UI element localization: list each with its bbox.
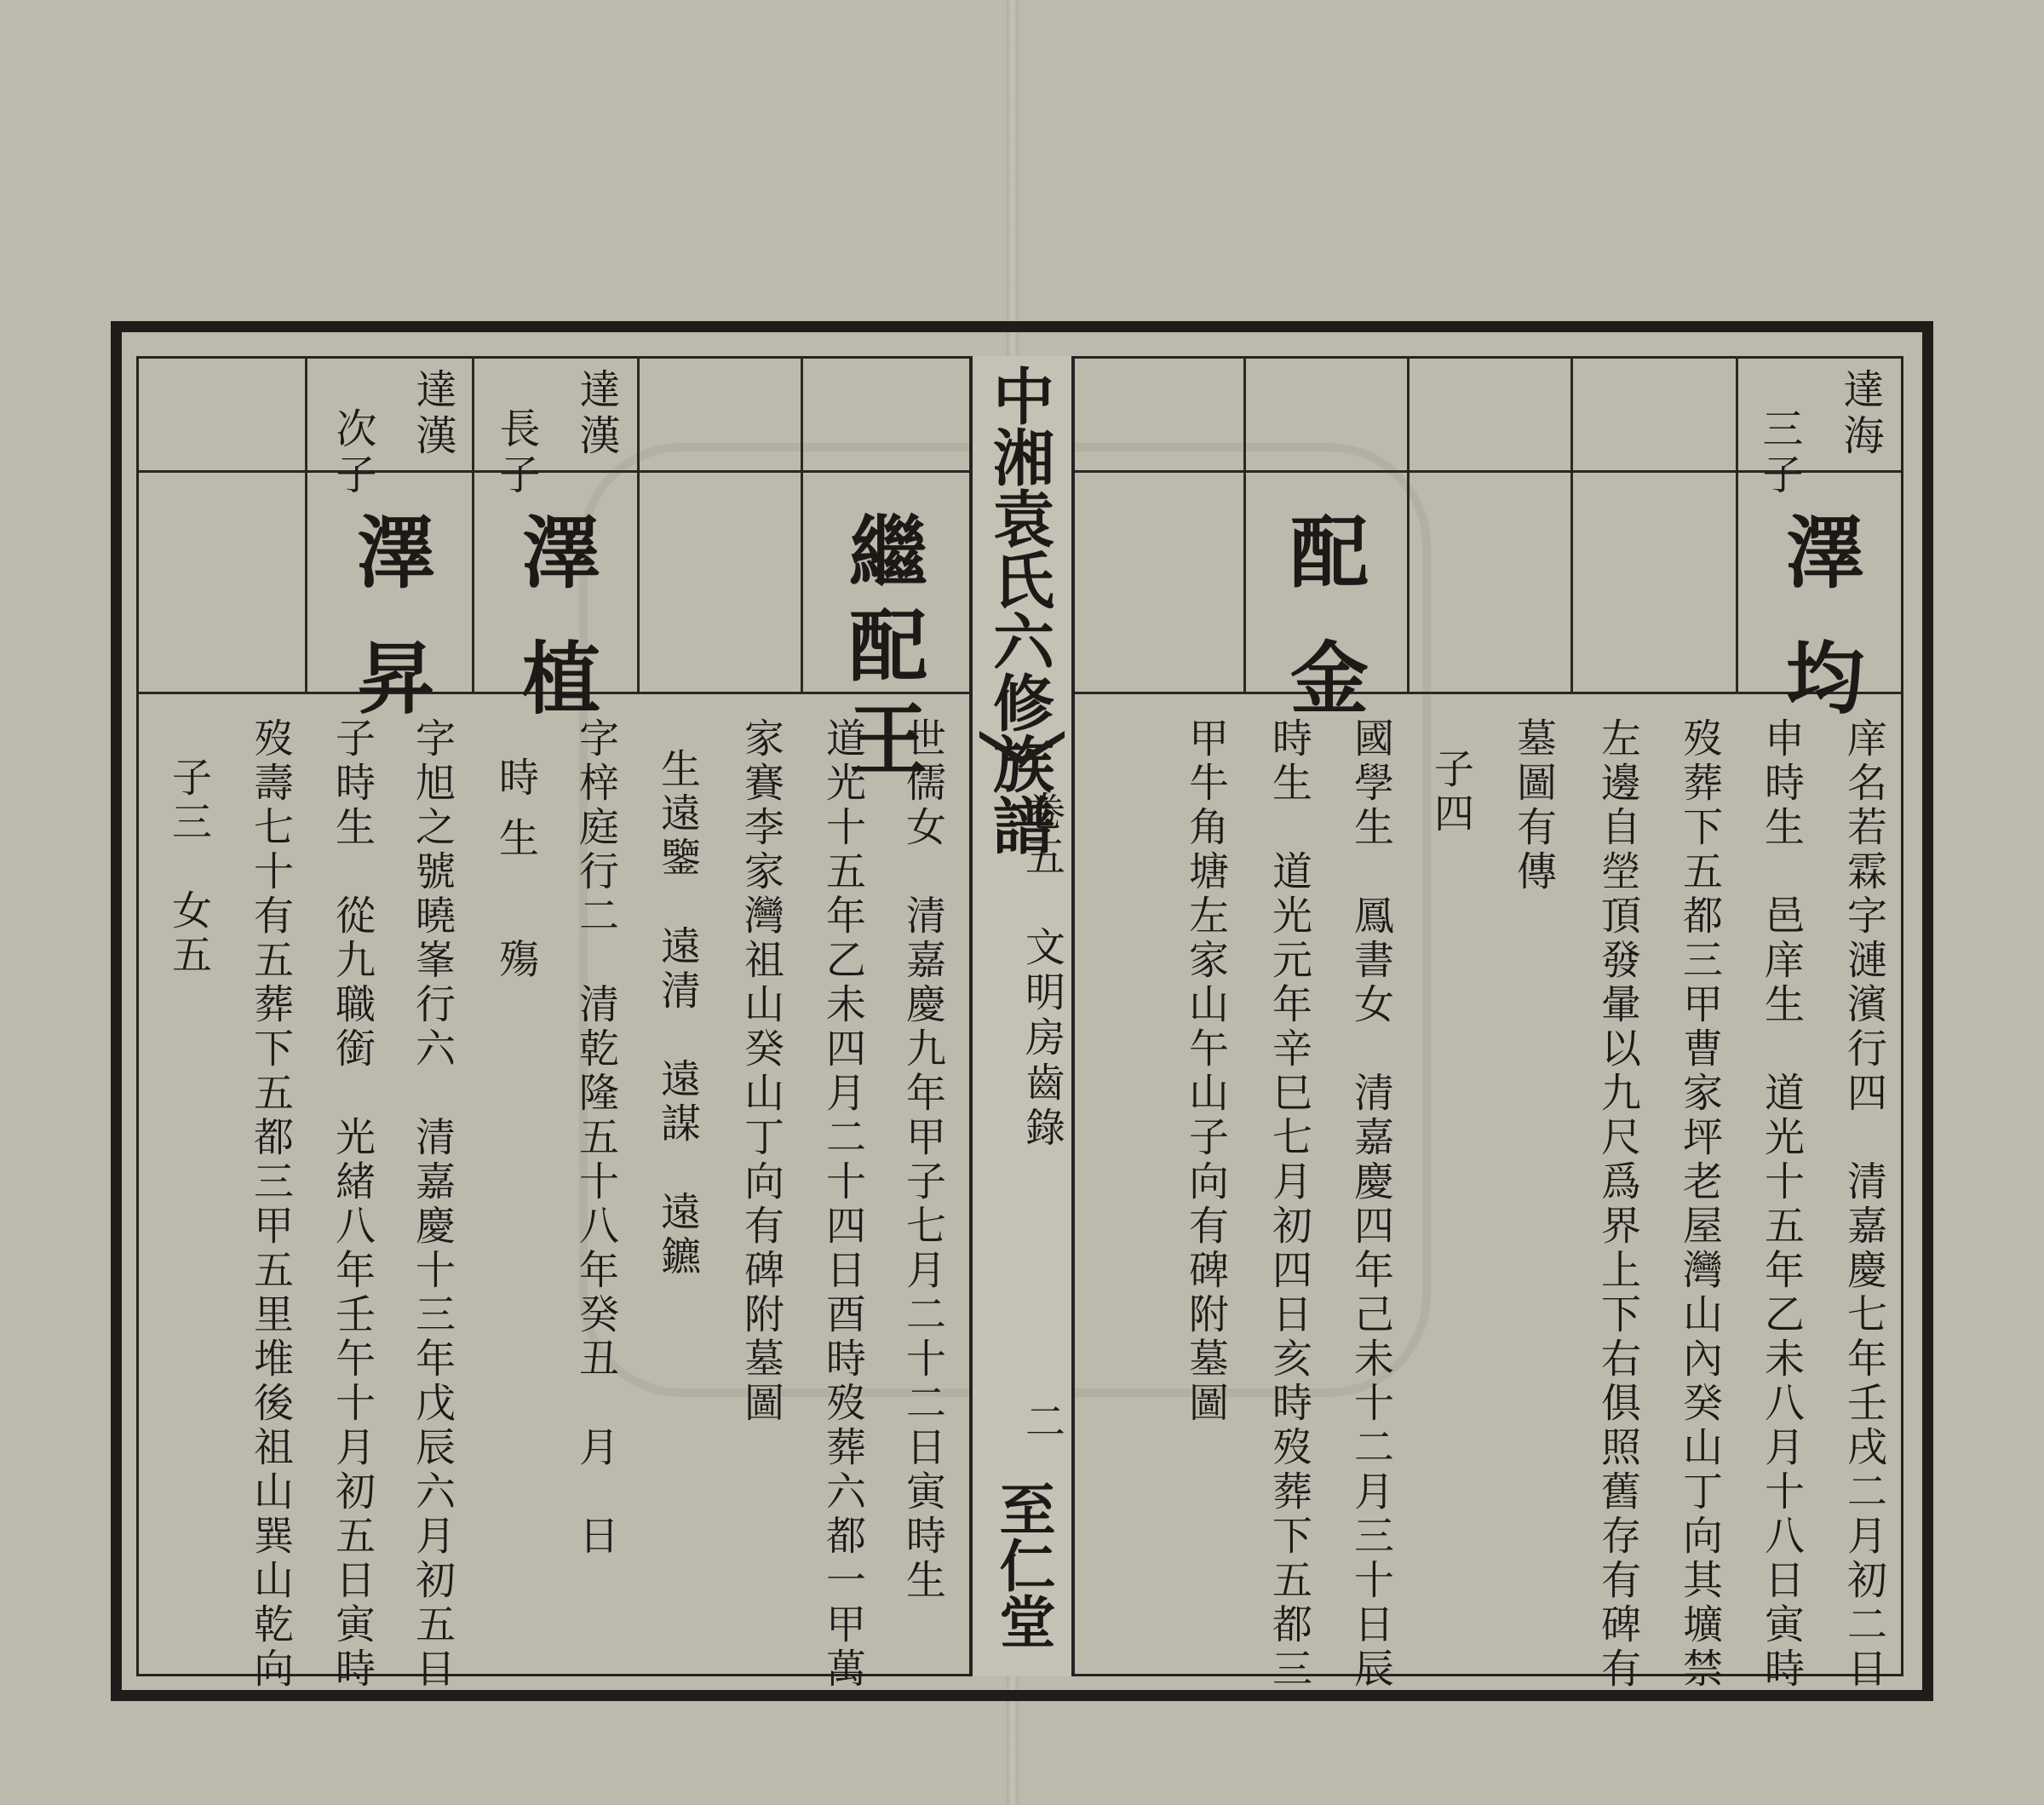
biography-line: 字梓庭行二 清乾隆五十八年癸丑 月 日 — [572, 717, 619, 1559]
biography-line: 左邊自塋頂發暈以九尺爲界上下右俱照舊存有碑有 — [1594, 717, 1641, 1692]
relation-header: 達漢 — [409, 368, 456, 460]
person-name: 澤昇 — [344, 511, 436, 763]
page-number: 二 — [1019, 1400, 1065, 1446]
fish-tail-mark — [979, 731, 1065, 765]
biography-line: 子三 女五 — [165, 756, 212, 978]
book-title: 中湘袁氏六修族譜 — [983, 365, 1055, 855]
relation-header: 三子 — [1755, 407, 1803, 499]
biography-line: 時生 道光元年辛巳七月初四日亥時歿葬下五都三 — [1266, 717, 1312, 1692]
column-divider — [1570, 356, 1573, 692]
person-name: 澤植 — [509, 511, 601, 763]
biography-line: 歿壽七十有五葬下五都三甲五里堆後祖山巽山乾向 — [247, 717, 294, 1692]
column-divider — [1407, 356, 1410, 692]
biography-line: 甲牛角塘左家山午山子向有碑附墓圖 — [1182, 717, 1229, 1426]
column-divider — [1736, 356, 1738, 692]
biography-line: 生遠鑒 遠清 遠謀 遠鑣 — [654, 748, 701, 1279]
biography-line: 時生 殤 — [492, 756, 539, 998]
biography-line: 墓圖有傳 — [1510, 717, 1557, 894]
relation-header: 長子 — [492, 407, 540, 499]
relation-header: 達海 — [1836, 368, 1884, 460]
column-divider — [801, 356, 803, 692]
relation-header: 達漢 — [572, 368, 620, 460]
person-name: 澤均 — [1773, 511, 1865, 763]
hall-name: 至仁堂 — [990, 1480, 1056, 1649]
biography-line: 子時生 從九職銜 光緒八年壬午十月初五日寅時 — [329, 717, 376, 1692]
biography-line: 世儒女 清嘉慶九年甲子七月二十二日寅時生 — [899, 717, 946, 1603]
biography-line: 國學生 鳳書女 清嘉慶四年己未十二月三十日辰 — [1347, 717, 1394, 1692]
biography-line: 家賽李家灣祖山癸山丁向有碑附墓圖 — [738, 717, 784, 1426]
column-divider — [472, 356, 474, 692]
column-divider — [637, 356, 640, 692]
biography-line: 道光十五年乙未四月二十四日酉時歿葬六都一甲萬 — [819, 717, 866, 1692]
person-name: 繼配王 — [836, 511, 928, 792]
person-name: 配金 — [1278, 511, 1369, 763]
children-count: 子四 — [1427, 748, 1474, 836]
column-divider — [1243, 356, 1246, 692]
biography-line: 申時生 邑庠生 道光十五年乙未八月十八日寅時 — [1758, 717, 1805, 1692]
biography-line: 庠名若霖字漣濱行四 清嘉慶七年壬戌二月初二日 — [1840, 717, 1887, 1692]
biography-line: 字旭之號曉峯行六 清嘉慶十三年戊辰六月初五日 — [409, 717, 456, 1692]
volume-line: 卷五 文明房齒錄 — [1019, 790, 1065, 1152]
column-divider — [305, 356, 307, 692]
relation-header: 次子 — [329, 407, 376, 499]
biography-line: 歿葬下五都三甲曹家坪老屋灣山內癸山丁向其壙禁 — [1676, 717, 1723, 1692]
